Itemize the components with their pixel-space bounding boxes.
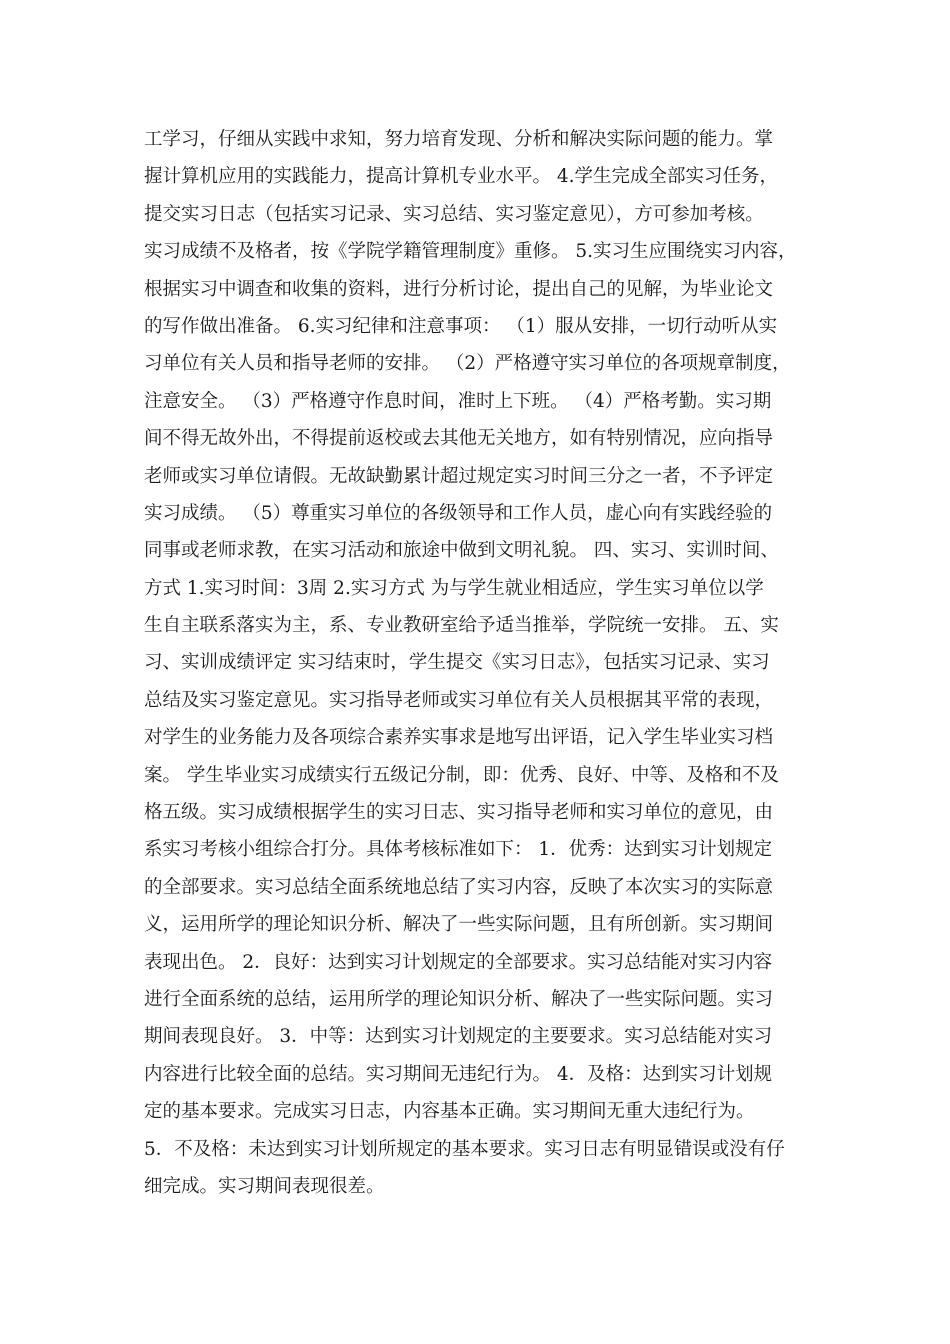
text-line: 5．不及格：未达到实习计划所规定的基本要求。实习日志有明显错误或没有仔 — [144, 1138, 785, 1160]
text-line: 系实习考核小组综合打分。具体考核标准如下： 1．优秀：达到实习计划规定 — [144, 839, 773, 861]
text-line: 对学生的业务能力及各项综合素养实事求是地写出评语，记入学生毕业实习档 — [144, 727, 774, 749]
text-line: 同事或老师求教，在实习活动和旅途中做到文明礼貌。 四、实习、实训时间、 — [144, 540, 779, 562]
body-text — [144, 121, 824, 1205]
text-line: 的写作做出准备。 6.实习纪律和注意事项： （1）服从安排，一切行动听从实 — [144, 315, 778, 337]
text-line: 方式 1.实习时间：3周 2.实习方式 为与学生就业相适应，学生实习单位以学 — [144, 577, 764, 599]
text-line: 期间表现良好。 3．中等：达到实习计划规定的主要要求。实习总结能对实习 — [144, 1026, 773, 1048]
text-line: 定的基本要求。完成实习日志，内容基本正确。实习期间无重大违纪行为。 — [144, 1101, 755, 1123]
text-line: 的全部要求。实习总结全面系统地总结了实习内容，反映了本次实习的实际意 — [144, 876, 774, 898]
text-line: 细完成。实习期间表现很差。 — [144, 1175, 385, 1197]
text-line: 义，运用所学的理论知识分析、解决了一些实际问题，且有所创新。实习期间 — [144, 914, 774, 936]
text-line: 内容进行比较全面的总结。实习期间无违纪行为。 4．及格：达到实习计划规 — [144, 1063, 773, 1085]
text-line: 格五级。实习成绩根据学生的实习日志、实习指导老师和实习单位的意见，由 — [144, 802, 774, 824]
text-line: 老师或实习单位请假。无故缺勤累计超过规定实习时间三分之一者，不予评定 — [144, 465, 774, 487]
text-line: 表现出色。 2．良好：达到实习计划规定的全部要求。实习总结能对实习内容 — [144, 951, 773, 973]
text-line: 间不得无故外出，不得提前返校或去其他无关地方，如有特别情况，应向指导 — [144, 428, 774, 450]
text-line: 提交实习日志（包括实习记录、实习总结、实习鉴定意见），方可参加考核。 — [144, 203, 764, 225]
text-line: 总结及实习鉴定意见。实习指导老师或实习单位有关人员根据其平常的表现， — [144, 689, 774, 711]
text-line: 握计算机应用的实践能力，提高计算机专业水平。 4.学生完成全部实习任务， — [144, 166, 779, 188]
text-line: 注意安全。 （3）严格遵守作息时间，准时上下班。 （4）严格考勤。实习期 — [144, 390, 772, 412]
text-line: 习单位有关人员和指导老师的安排。 （2）严格遵守实习单位的各项规章制度， — [144, 353, 791, 375]
text-line: 根据实习中调查和收集的资料，进行分析讨论，提出自己的见解，为毕业论文 — [144, 278, 774, 300]
text-line: 生自主联系落实为主，系、专业教研室给予适当推举，学院统一安排。 五、实 — [144, 615, 779, 637]
text-line: 工学习，仔细从实践中求知，努力培育发现、分析和解决实际问题的能力。掌 — [144, 129, 774, 150]
text-line: 进行全面系统的总结，运用所学的理论知识分析、解决了一些实际问题。实习 — [144, 988, 774, 1010]
text-line: 习、实训成绩评定 实习结束时，学生提交《实习日志》，包括实习记录、实习 — [144, 652, 770, 674]
text-line: 案。 学生毕业实习成绩实行五级记分制，即：优秀、良好、中等、及格和不及 — [144, 764, 779, 786]
text-line: 实习成绩。 （5）尊重实习单位的各级领导和工作人员，虚心向有实践经验的 — [144, 502, 773, 524]
text-line: 实习成绩不及格者，按《学院学籍管理制度》重修。 5.实习生应围绕实习内容， — [144, 241, 797, 263]
